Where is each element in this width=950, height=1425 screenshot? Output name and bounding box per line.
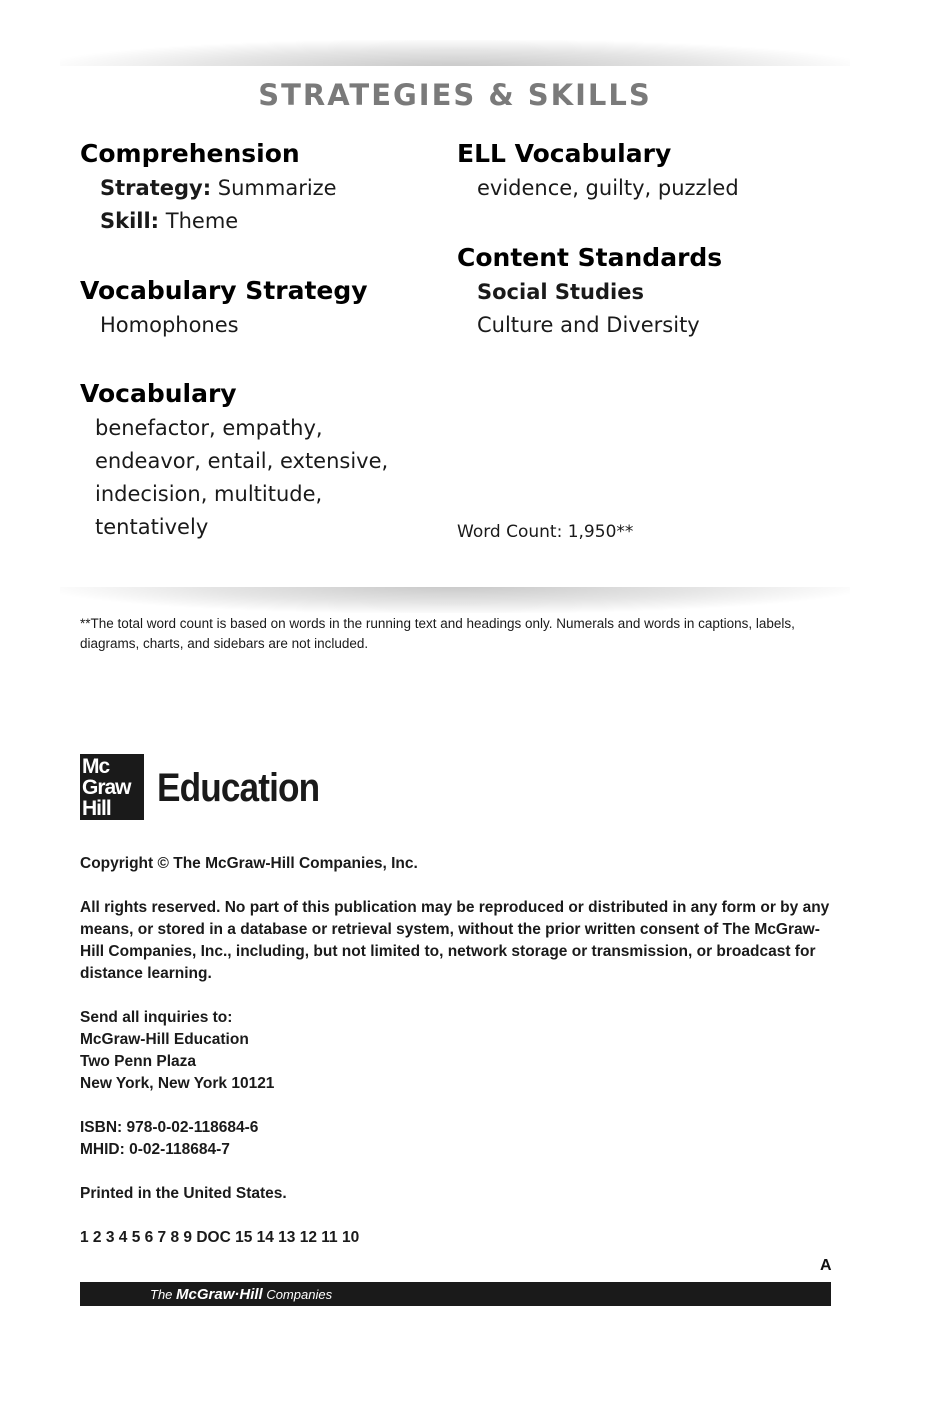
top-shadow-divider	[60, 40, 850, 68]
footer-prefix: The	[150, 1287, 177, 1302]
vocabulary-line: endeavor, entail, extensive,	[95, 449, 389, 473]
address-line: Two Penn Plaza	[80, 1053, 196, 1070]
footer-suffix: Companies	[262, 1287, 333, 1302]
ell-vocabulary-value: evidence, guilty, puzzled	[477, 176, 739, 200]
copyright-text: Copyright © The McGraw-Hill Companies, Inc.	[80, 855, 418, 872]
vocabulary-line: indecision, multitude,	[95, 482, 323, 506]
print-line-block	[80, 1227, 830, 1249]
printed-block	[80, 1183, 830, 1205]
isbn-block	[80, 1117, 830, 1161]
logo-line: Hill	[82, 797, 111, 820]
vocabulary-strategy-heading: Vocabulary Strategy	[80, 276, 368, 305]
comprehension-strategy	[100, 172, 337, 205]
logo-line: Mc	[82, 755, 110, 778]
rights-paragraph	[80, 897, 830, 985]
logo-line: Graw	[82, 776, 131, 799]
content-standards-subject: Social Studies	[477, 280, 644, 304]
address-line: McGraw-Hill Education	[80, 1031, 249, 1048]
vocabulary-line: benefactor, empathy,	[95, 416, 323, 440]
skill-label: Skill:	[100, 209, 160, 233]
strategy-label: Strategy:	[100, 176, 212, 200]
education-logo-word: Education	[157, 766, 320, 810]
vocabulary-strategy-value: Homophones	[100, 313, 239, 337]
edition-letter: A	[820, 1257, 832, 1274]
copyright-line	[80, 853, 830, 875]
print-line: 1 2 3 4 5 6 7 8 9 DOC 15 14 13 12 11 10	[80, 1229, 360, 1246]
publisher-footer-bar	[80, 1282, 831, 1306]
vocabulary-heading: Vocabulary	[80, 379, 237, 408]
comprehension-skill	[100, 205, 238, 238]
address-line: New York, New York 10121	[80, 1075, 275, 1092]
inquiries-address	[80, 1007, 830, 1095]
vocabulary-list	[95, 412, 388, 544]
mhid: MHID: 0-02-118684-7	[80, 1141, 230, 1158]
address-line: Send all inquiries to:	[80, 1009, 233, 1026]
word-count: Word Count: 1,950**	[457, 522, 634, 542]
mcgraw-hill-logo-mark	[80, 754, 144, 820]
vocabulary-line: tentatively	[95, 515, 209, 539]
page-title: STRATEGIES & SKILLS	[258, 78, 652, 112]
ell-vocabulary-heading: ELL Vocabulary	[457, 139, 672, 168]
rights-text: All rights reserved. No part of this publication may be reproduced or distributed in any form or by any means, or stored in a database or retrieval system, without the prior written consent of The McGraw-Hill Companies, Inc., including, but not limited to, network storage or transmission, or broadcast for distance learning.	[80, 899, 830, 982]
content-standards-value: Culture and Diversity	[477, 313, 700, 337]
bottom-shadow-divider	[60, 585, 850, 613]
content-standards-heading: Content Standards	[457, 243, 723, 272]
shadow-mask	[50, 570, 860, 587]
comprehension-heading: Comprehension	[80, 139, 300, 168]
printed-text: Printed in the United States.	[80, 1185, 287, 1202]
strategy-value: Summarize	[211, 176, 337, 200]
word-count-footnote: **The total word count is based on words in the running text and headings only. Numerals and words in captions, labels, diagrams, charts, and sidebars are not included.	[80, 616, 795, 651]
skill-value: Theme	[159, 209, 239, 233]
publisher-footer-text	[150, 1282, 332, 1308]
isbn: ISBN: 978-0-02-118684-6	[80, 1119, 259, 1136]
footer-brand: McGraw·Hill	[176, 1286, 263, 1303]
